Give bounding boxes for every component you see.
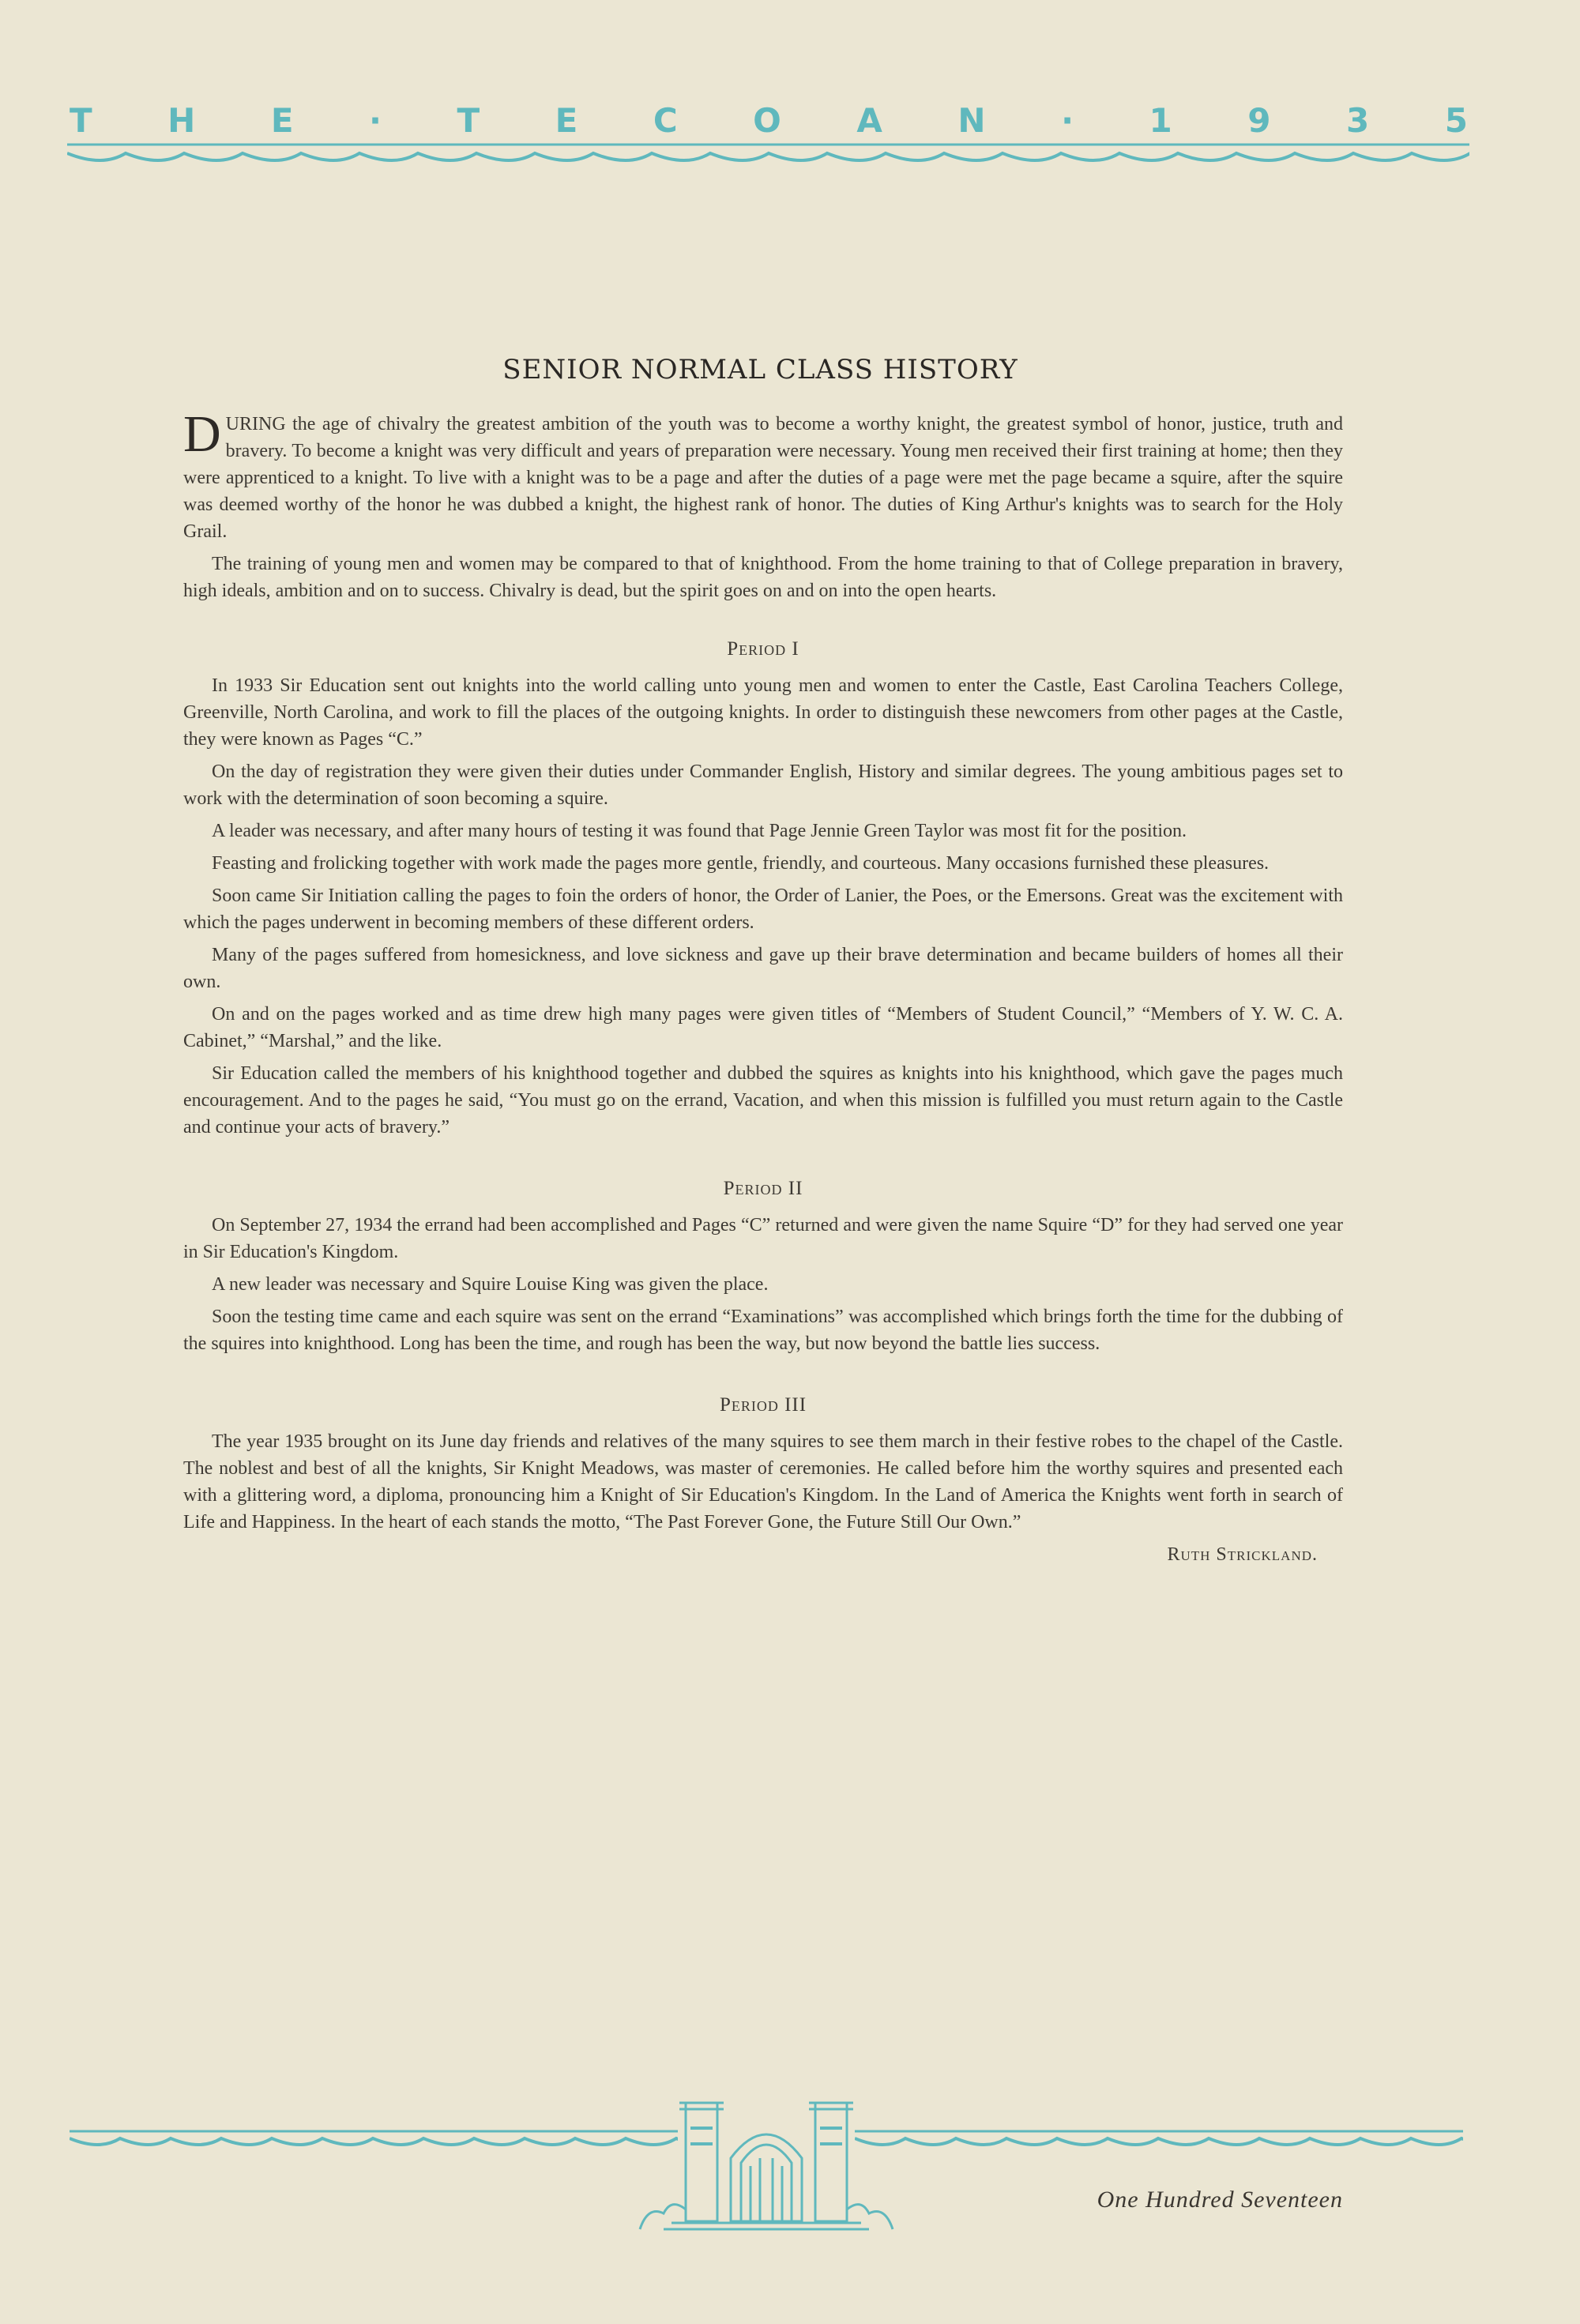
intro-paragraph-1 — [183, 405, 1343, 545]
footer-wave-rule-left — [70, 2129, 678, 2156]
header-letter: A — [856, 101, 882, 140]
header-letter: T — [457, 101, 480, 140]
intro-paragraph-2: The training of young men and women may be compared to that of knighthood. From the home training to that of College preparation in bravery, high ideals, ambition and on to success. Chivalry is dead, but the spirit goes on and on into the open hearts. — [183, 554, 1343, 601]
header-letter: O — [753, 101, 781, 140]
paragraph: In 1933 Sir Education sent out knights into the world calling unto young men and women to enter the Castle, East Carolina Teachers College, Greenville, North Carolina, and work to fill the places of the outgoing knights. In order to distinguish these newcomers from other pages at the Castle, they were known as Pages “C.” — [183, 675, 1343, 750]
header-letter: H — [167, 101, 196, 140]
period-2-heading: Period II — [723, 1178, 803, 1199]
header-letter: · — [369, 101, 382, 140]
drop-cap: D — [183, 405, 221, 463]
castle-gate-emblem-icon — [624, 2095, 908, 2237]
period-3-heading: Period III — [719, 1394, 807, 1416]
page-number: One Hundred Seventeen — [1097, 2187, 1343, 2213]
article-body — [183, 405, 1343, 1568]
paragraph-text: the age of chivalry the greatest ambition of the youth was to become a worthy knight, the greatest symbol of honor, justice, truth and bravery. To become a knight was very difficult and years of preparation were necessary. Young men received their first training at home; then they were apprenticed to a knight. To live with a knight was to be a page and after the duties of a page were met the page became a squire, after the squire was deemed worthy of the honor he was dubbed a knight, the highest rank of honor. The duties of King Arthur's knights was to search for the Holy Grail. — [183, 414, 1343, 542]
header-letter: C — [653, 101, 678, 140]
paragraph: On September 27, 1934 the errand had been accomplished and Pages “C” returned and were given the name Squire “D” for they had served one year in Sir Education's Kingdom. — [183, 1215, 1343, 1262]
header-wave-rule — [67, 142, 1469, 171]
paragraph: A new leader was necessary and Squire Louise King was given the place. — [212, 1274, 769, 1295]
header-letter: 5 — [1444, 101, 1468, 140]
paragraph: Many of the pages suffered from homesickness, and love sickness and gave up their brave determination and became builders of homes all their own. — [183, 945, 1343, 992]
paragraph: Sir Education called the members of his knighthood together and dubbed the squires as knights into his knighthood, which gave the pages much encouragement. And to the pages he said, “You must go on the errand, Vacation, and when this mission is fulfilled you must return again to the Castle and continue your acts of bravery.” — [183, 1063, 1343, 1138]
footer-wave-rule-right — [855, 2129, 1463, 2156]
author-signature: Ruth Strickland. — [1167, 1544, 1318, 1565]
header-letter: E — [270, 101, 294, 140]
header-letter: 1 — [1149, 101, 1172, 140]
running-header — [70, 101, 1468, 140]
header-letter: 3 — [1346, 101, 1370, 140]
paragraph: The year 1935 brought on its June day friends and relatives of the many squires to see them march in their festive robes to the chapel of the Castle. The noblest and best of all the knights, Sir Knight Meadows, was master of ceremonies. He called before him the worthy squires and presented each with a glittering word, a diploma, pronouncing him a Knight of Sir Education's Kingdom. In the Land of America the Knights went forth in search of Life and Happiness. In the heart of each stands the motto, “The Past Forever Gone, the Future Still Our Own.” — [183, 1431, 1343, 1532]
header-letter: · — [1061, 101, 1074, 140]
paragraph: A leader was necessary, and after many hours of testing it was found that Page Jennie Green Taylor was most fit for the position. — [212, 821, 1187, 841]
first-word: URING — [225, 414, 286, 434]
paragraph: Soon came Sir Initiation calling the pages to foin the orders of honor, the Order of Lanier, the Poes, or the Emersons. Great was the excitement with which the pages underwent in becoming members of these different orders. — [183, 886, 1343, 933]
header-letter: N — [957, 101, 986, 140]
paragraph: Feasting and frolicking together with work made the pages more gentle, friendly, and courteous. Many occasions furnished these pleasures. — [212, 853, 1270, 874]
header-letter: E — [555, 101, 578, 140]
paragraph: Soon the testing time came and each squire was sent on the errand “Examinations” was accomplished which brings forth the time for the dubbing of the squires into knighthood. Long has been the time, and rough has been the way, but now beyond the battle lies success. — [183, 1307, 1343, 1354]
header-letter: 9 — [1247, 101, 1271, 140]
period-1-heading: Period I — [727, 638, 799, 660]
paragraph: On and on the pages worked and as time drew high many pages were given titles of “Members of Student Council,” “Members of Y. W. C. A. Cabinet,” “Marshal,” and the like. — [183, 1004, 1343, 1051]
page-title: SENIOR NORMAL CLASS HISTORY — [502, 354, 1018, 385]
header-letter: T — [70, 101, 92, 140]
paragraph: On the day of registration they were given their duties under Commander English, History and similar degrees. The young ambitious pages set to work with the determination of soon becoming a squire. — [183, 762, 1343, 809]
